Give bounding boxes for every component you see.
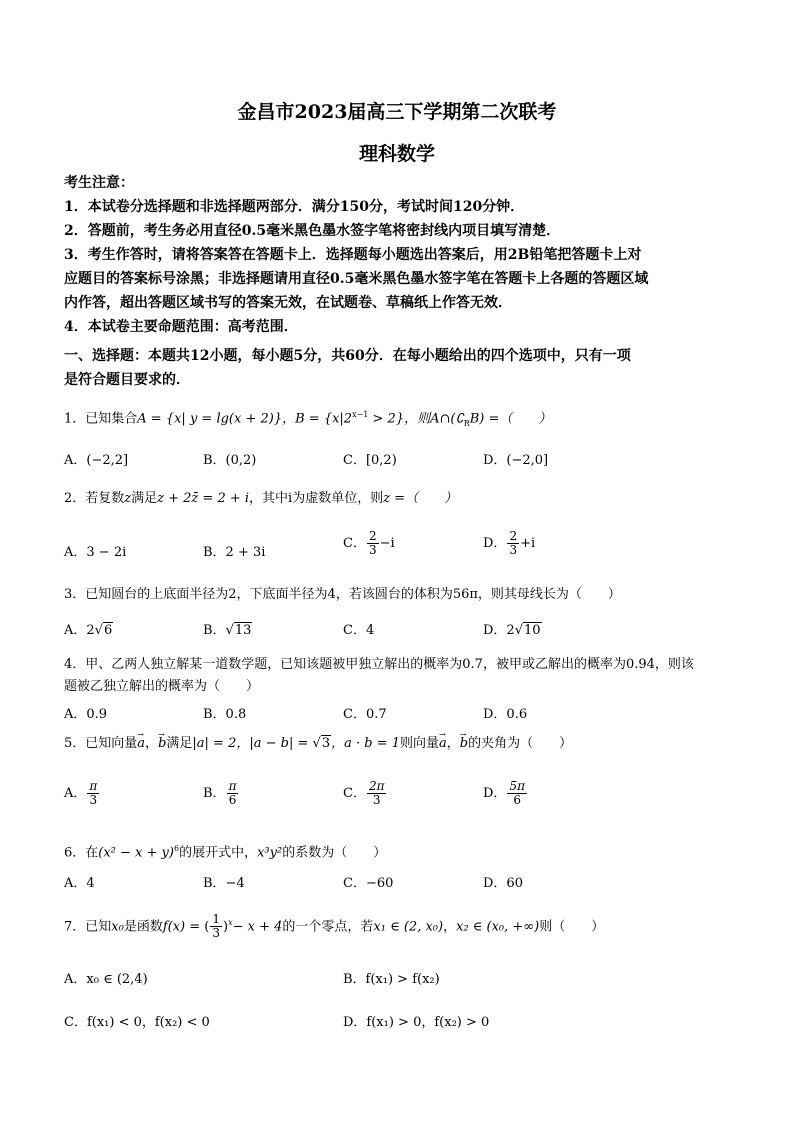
q7-option-a: A．x₀ ∈ (2,4): [64, 972, 148, 987]
question-4-line-1: 4．甲、乙两人独立解某一道数学题，已知该题被甲独立解出的概率为0.7，被甲或乙解出的概率为0.94，则该: [64, 657, 694, 672]
q1-set-a: A = {x| y = lg(x + 2)}: [137, 411, 283, 427]
q6-option-d: D．60: [483, 876, 523, 891]
q2-d-fraction: $\frac{2}{3}$: [509, 529, 518, 557]
question-4-line-2: 题被乙独立解出的概率为（ ）: [64, 679, 260, 694]
notice-line-3: 3．考生作答时，请将答案答在答题卡上．选择题每小题选出答案后，用2B铅笔把答题卡上对: [64, 247, 642, 263]
q4-option-c: C．0.7: [343, 707, 387, 722]
q3-option-d: D．2√10: [483, 623, 541, 638]
question-3-stem: 3．已知圆台的上底面半径为2，下底面半径为4，若该圆台的体积为56π，则其母线长为（ ）: [64, 587, 621, 602]
question-2-stem: [64, 489, 457, 509]
q2-option-a: A．3 − 2i: [64, 545, 127, 560]
q6-option-a: A．4: [64, 876, 95, 891]
question-5-stem: 5．已知向量→ a，→ b满足|a| = 2，|a − b| = √3，a · b = 1则向量→ a，→ b的夹角为（ ）: [64, 734, 572, 754]
q1-option-d: D．(−2,0]: [483, 453, 549, 468]
q1-text: 1．已知集合: [64, 411, 138, 427]
q2-expr: z + 2z̄ = 2 + i: [157, 491, 250, 506]
notice-line-5: 内作答，超出答题区域书写的答案无效，在试题卷、草稿纸上作答无效．: [64, 295, 512, 311]
notice-line-6: 4．本试卷主要命题范围：高考范围．: [64, 319, 298, 335]
q2-text-b: 满足: [131, 491, 158, 506]
q2-text-a: 2．若复数: [64, 491, 125, 506]
q2-d-label: D．: [483, 536, 507, 551]
question-7-stem: 7．已知x₀是函数f(x) = ( $\frac{1}{3}$ )$^x$− x + 4的一个零点，若x₁ ∈ (2, x₀)，x₂ ∈ (x₀, +∞)则（ ）: [64, 912, 605, 941]
q4-option-d: D．0.6: [483, 707, 528, 722]
q2-text-c: ，其中i为虚数单位，则: [249, 491, 384, 506]
q6-option-b: B．−4: [203, 876, 245, 891]
q1-option-c: C．[0,2): [343, 453, 397, 468]
question-6-stem: 6．在$(x^2 - x + y)^6$的展开式中，x³y²的系数为（ ）: [64, 844, 387, 861]
q4-option-a: A．0.9: [64, 707, 108, 722]
notice-line-2: 2．答题前，考生务必用直径0.5毫米黑色墨水签字笔将密封线内项目填写清楚．: [64, 223, 561, 239]
q2-d-tail: +i: [520, 536, 536, 551]
q1-option-b: B．(0,2): [203, 453, 257, 468]
q2-c-fraction: $\frac{2}{3}$: [368, 529, 377, 557]
q4-option-b: B．0.8: [203, 707, 247, 722]
q3-option-c: C．4: [343, 623, 375, 638]
q1-subscript: R: [463, 418, 470, 428]
q2-text-d: z =（ ）: [383, 491, 458, 506]
notice-line-1: 1．本试卷分选择题和非选择题两部分．满分150分，考试时间120分钟．: [64, 199, 525, 215]
q5-option-b: B． $\frac{\pi}{6}$: [203, 779, 237, 807]
q2-option-b: B．2 + 3i: [203, 545, 266, 560]
q5-option-a: A． $\frac{\pi}{3}$: [64, 779, 98, 807]
q2-option-d: [483, 530, 535, 557]
exam-title: 金昌市2023届高三下学期第二次联考: [237, 101, 557, 123]
q2-option-c: [343, 530, 395, 557]
notice-line-4: 应题目的答案标号涂黑；非选择题请用直径0.5毫米黑色墨水签字笔在答题卡上各题的答题区域: [64, 271, 649, 287]
q6-option-c: C．−60: [343, 876, 394, 891]
section-heading-line-2: 是符合题目要求的．: [64, 372, 190, 388]
q7-option-d: D．f(x₁) > 0，f(x₂) > 0: [343, 1015, 490, 1030]
q2-c-label: C．: [343, 536, 366, 551]
q3-option-a: A．2√6: [64, 623, 113, 638]
q5-option-d: D． $\frac{5\pi}{6}$: [483, 779, 525, 807]
section-heading-line-1: 一、选择题：本题共12小题，每小题5分，共60分．在每小题给出的四个选项中，只有一项: [64, 348, 631, 364]
q1-exponent: x−1: [352, 410, 369, 419]
question-1-stem: [64, 405, 551, 434]
exam-subject: 理科数学: [358, 143, 435, 165]
q5-option-c: C． $\frac{2\pi}{3}$: [343, 779, 385, 807]
q1-rest: > 2}，则A∩(∁: [368, 411, 464, 427]
q7-option-b: B．f(x₁) > f(x₂): [343, 972, 440, 987]
q2-c-tail: −i: [379, 536, 395, 551]
q2-var: z: [124, 491, 132, 506]
q7-option-c: C．f(x₁) < 0，f(x₂) < 0: [64, 1015, 210, 1030]
notice-heading: 考生注意：: [64, 175, 134, 191]
q1-option-a: A．(−2,2]: [64, 453, 129, 468]
q1-set-b: ，B = {x|2: [282, 411, 353, 427]
q3-option-b: B．√13: [203, 623, 252, 638]
q1-tail: B) =（ ）: [469, 411, 552, 427]
